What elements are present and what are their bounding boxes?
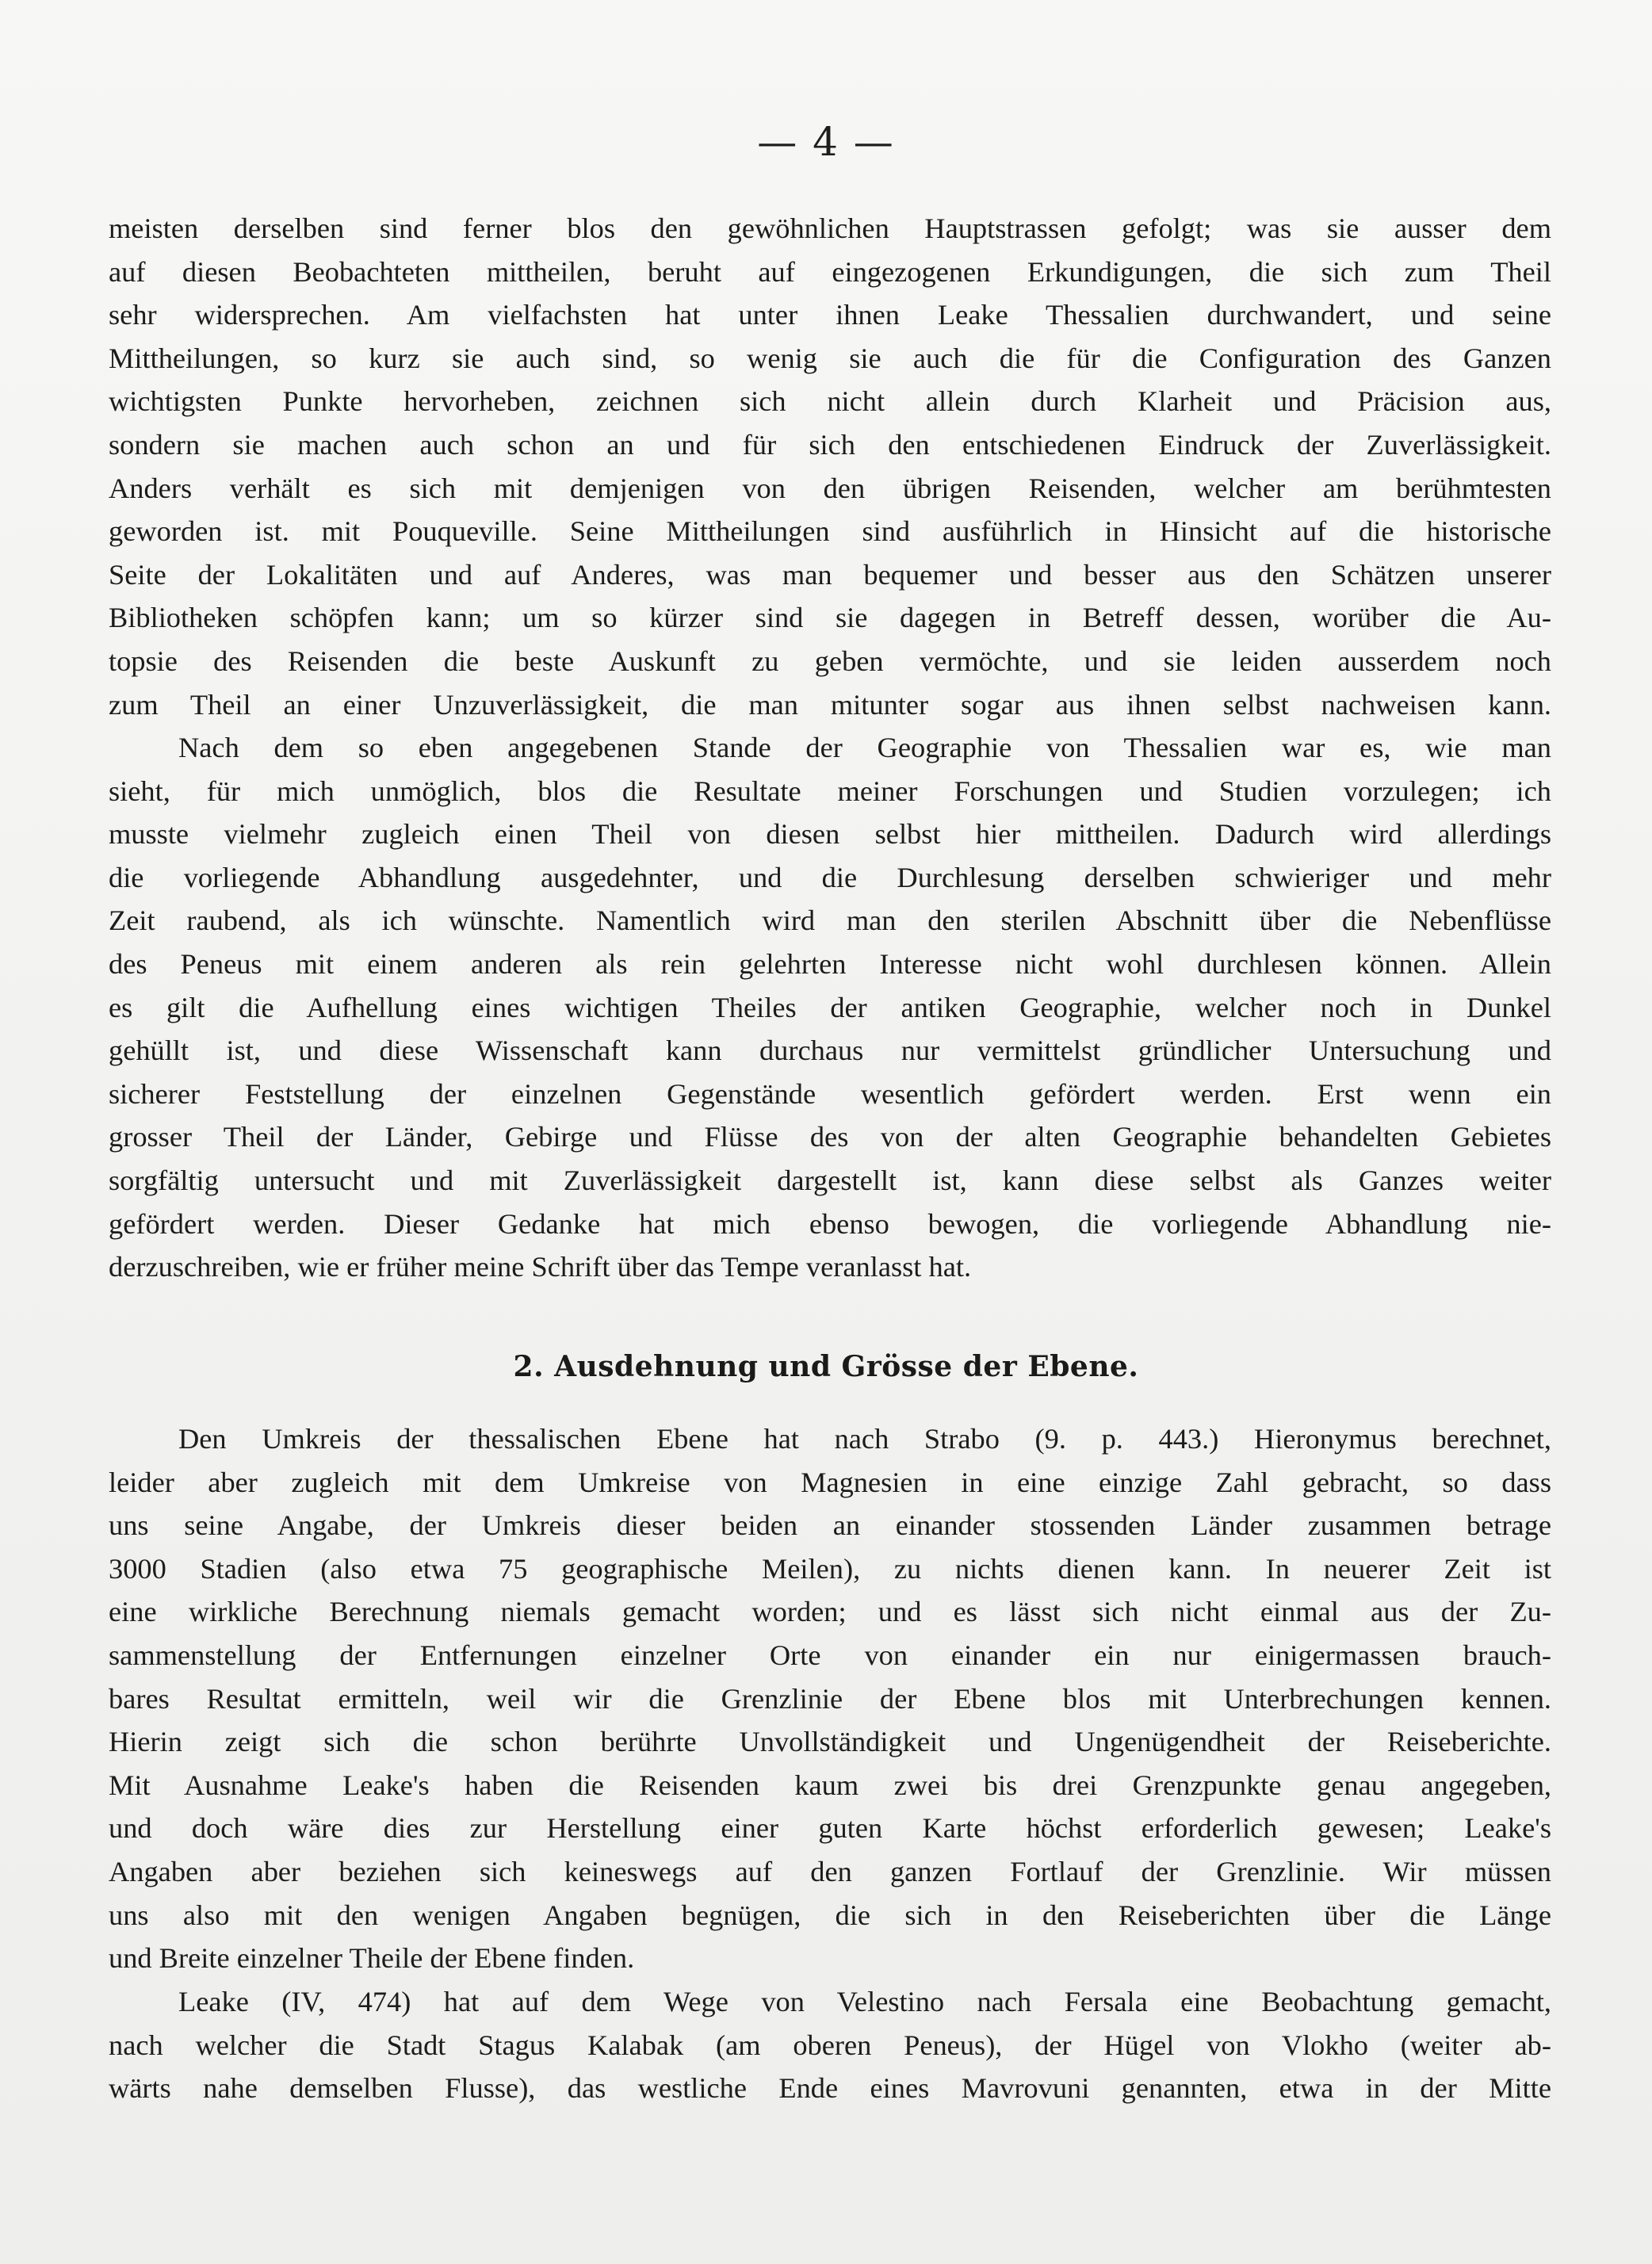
paragraph-research-scope: [109, 726, 1551, 1289]
text-line: musste vielmehr zugleich einen Theil von diesen selbst hier mittheilen. Dadurch wird allerdings: [109, 818, 1551, 851]
text-line: und Breite einzelner Theile der Ebene finden.: [109, 1942, 635, 1975]
text-line: uns also mit den wenigen Angaben begnügen, die sich in den Reiseberichten über die Länge: [109, 1899, 1551, 1931]
text-line: bares Resultat ermitteln, weil wir die Grenzlinie der Ebene blos mit Unterbrechungen kennen.: [109, 1682, 1551, 1715]
text-line: sicherer Feststellung der einzelnen Gegenstände wesentlich gefördert werden. Erst wenn ein: [109, 1077, 1551, 1110]
text-line: uns seine Angabe, der Umkreis dieser beiden an einander stossenden Länder zusammen betrage: [109, 1509, 1551, 1542]
text-line: Bibliotheken schöpfen kann; um so kürzer sind sie dagegen in Betreff dessen, worüber die Au-: [109, 602, 1551, 634]
text-line: gehüllt ist, und diese Wissenschaft kann durchaus nur vermittelst gründlicher Untersuchung und: [109, 1034, 1551, 1067]
text-line: topsie des Reisenden die beste Auskunft zu geben vermöchte, und sie leiden ausserdem noch: [109, 644, 1551, 677]
text-line: Den Umkreis der thessalischen Ebene hat nach Strabo (9. p. 443.) Hieronymus berechnet,: [178, 1423, 1551, 1455]
text-line: des Peneus mit einem anderen als rein gelehrten Interesse nicht wohl durchlesen können. Allein: [109, 947, 1551, 980]
text-line: es gilt die Aufhellung eines wichtigen Theiles der antiken Geographie, welcher noch in Dunkel: [109, 991, 1551, 1023]
text-line: zum Theil an einer Unzuverlässigkeit, die man mitunter sogar aus ihnen selbst nachweisen kann.: [109, 688, 1551, 721]
text-line: Anders verhält es sich mit demjenigen von den übrigen Reisenden, welcher am berühmtesten: [109, 472, 1551, 504]
text-line: eine wirkliche Berechnung niemals gemacht worden; und es lässt sich nicht einmal aus der Zu-: [109, 1596, 1551, 1628]
text-line: gefördert werden. Dieser Gedanke hat mich ebenso bewogen, die vorliegende Abhandlung nie-: [109, 1207, 1551, 1240]
text-line: derzuschreiben, wie er früher meine Schrift über das Tempe veranlasst hat.: [109, 1251, 972, 1283]
text-line: Seite der Lokalitäten und auf Anderes, was man bequemer und besser aus den Schätzen unserer: [109, 558, 1551, 591]
text-line: Leake (IV, 474) hat auf dem Wege von Velestino nach Fersala eine Beobachtung gemacht,: [178, 1986, 1551, 2017]
text-line: wärts nahe demselben Flusse), das westliche Ende eines Mavrovuni genannten, etwa in der Mitte: [109, 2072, 1551, 2105]
text-line: sondern sie machen auch schon an und für sich den entschiedenen Eindruck der Zuverlässigkeit.: [109, 428, 1551, 461]
paragraph-leake-observation: [109, 1980, 1551, 2110]
text-line: sammenstellung der Entfernungen einzelner Orte von einander ein nur einigermassen brauch-: [109, 1639, 1551, 1671]
text-line: die vorliegende Abhandlung ausgedehnter, und die Durchlesung derselben schwieriger und mehr: [109, 861, 1551, 893]
section-heading: 2. Ausdehnung und Grösse der Ebene.: [513, 1350, 1139, 1383]
text-line: Mittheilungen, so kurz sie auch sind, so wenig sie auch die für die Configuration des Ganzen: [109, 342, 1551, 374]
text-line: meisten derselben sind ferner blos den gewöhnlichen Hauptstrassen gefolgt; was sie ausser dem: [109, 212, 1551, 244]
text-line: nach welcher die Stadt Stagus Kalabak (am oberen Peneus), der Hügel von Vlokho (weiter ab-: [109, 2029, 1551, 2061]
text-line: sorgfältig untersucht und mit Zuverlässigkeit dargestellt ist, kann diese selbst als Ganzes weiter: [109, 1164, 1551, 1196]
text-line: und doch wäre dies zur Herstellung einer guten Karte höchst erforderlich gewesen; Leake's: [109, 1812, 1551, 1845]
text-line: 3000 Stadien (also etwa 75 geographische Meilen), zu nichts dienen kann. In neuerer Zeit ist: [109, 1552, 1551, 1585]
text-line: wichtigsten Punkte hervorheben, zeichnen sich nicht allein durch Klarheit und Präcision aus,: [109, 385, 1551, 418]
text-line: sieht, für mich unmöglich, blos die Resultate meiner Forschungen und Studien vorzulegen; ich: [109, 774, 1551, 807]
paragraph-circumference: [109, 1417, 1551, 1980]
text-line: sehr widersprechen. Am vielfachsten hat unter ihnen Leake Thessalien durchwandert, und seine: [109, 299, 1551, 331]
text-line: grosser Theil der Länder, Gebirge und Flüsse des von der alten Geographie behandelten Gebietes: [109, 1121, 1551, 1153]
text-line: Mit Ausnahme Leake's haben die Reisenden kaum zwei bis drei Grenzpunkte genau angegeben,: [109, 1769, 1551, 1801]
page-number: — 4 —: [757, 119, 895, 165]
text-line: Zeit raubend, als ich wünschte. Namentlich wird man den sterilen Abschnitt über die Nebenflüsse: [109, 904, 1551, 937]
paragraph-continuation: [109, 207, 1551, 726]
text-line: Hierin zeigt sich die schon berührte Unvollständigkeit und Ungenügendheit der Reiseberichte.: [109, 1726, 1551, 1758]
text-line: Nach dem so eben angegebenen Stande der Geographie von Thessalien war es, wie man: [178, 732, 1551, 763]
text-line: geworden ist. mit Pouqueville. Seine Mittheilungen sind ausführlich in Hinsicht auf die historische: [109, 515, 1551, 548]
text-line: leider aber zugleich mit dem Umkreise von Magnesien in eine einzige Zahl gebracht, so dass: [109, 1466, 1551, 1498]
text-line: Angaben aber beziehen sich keineswegs auf den ganzen Fortlauf der Grenzlinie. Wir müssen: [109, 1855, 1551, 1887]
text-line: auf diesen Beobachteten mittheilen, beruht auf eingezogenen Erkundigungen, die sich zum Theil: [109, 255, 1551, 288]
